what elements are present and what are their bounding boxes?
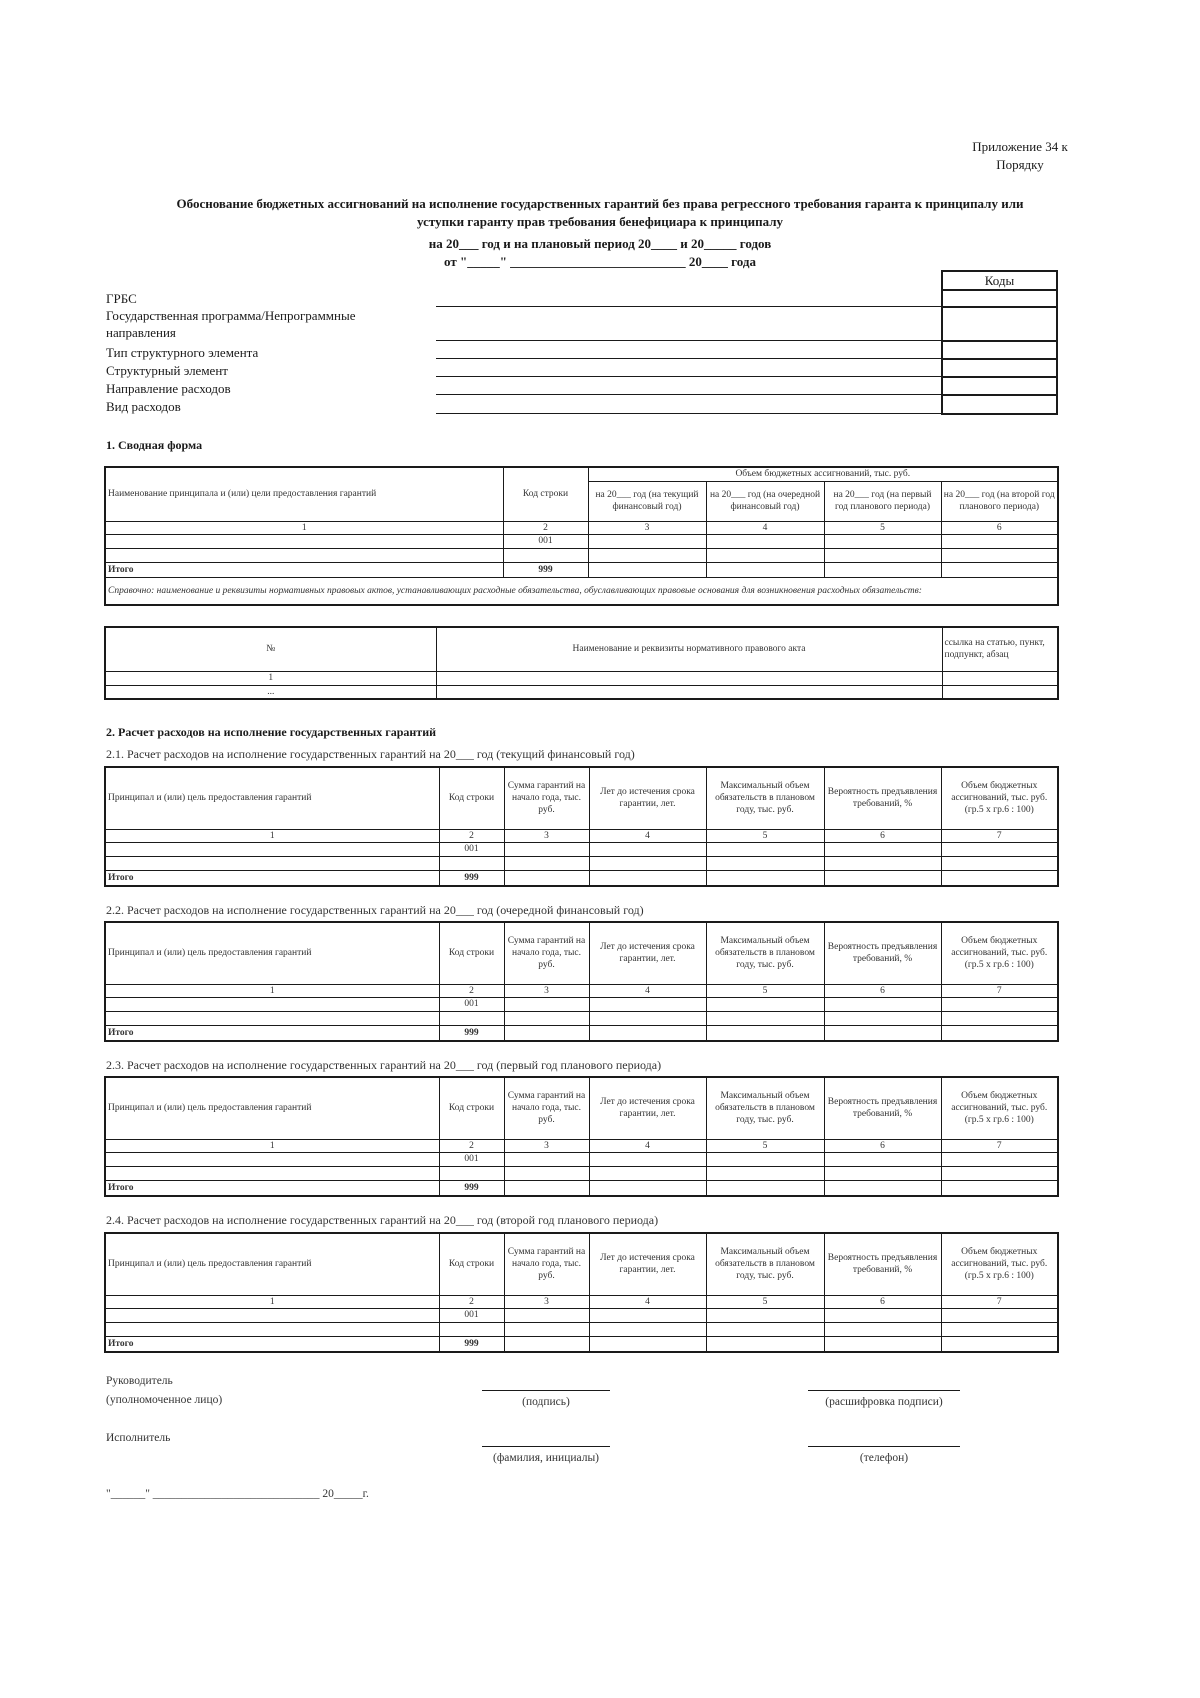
col-row-code: Код строки [439, 1077, 504, 1139]
field-direction: Направление расходов [106, 381, 231, 396]
data-cell[interactable] [706, 548, 824, 562]
signature-authorized-label: (уполномоченное лицо) [106, 1394, 223, 1406]
field-element: Структурный элемент [106, 363, 228, 378]
data-cell[interactable] [589, 842, 706, 856]
document-title [110, 195, 1090, 231]
code-cell-grbs[interactable] [942, 290, 1057, 307]
codes-table [941, 270, 1058, 415]
data-cell[interactable] [439, 1322, 504, 1336]
data-cell[interactable] [105, 548, 503, 562]
data-cell[interactable] [504, 1336, 589, 1352]
data-cell[interactable] [824, 997, 941, 1011]
data-cell[interactable] [105, 842, 439, 856]
col-guarantee-sum: Сумма гарантий на начало года, тыс. руб. [504, 922, 589, 984]
row-code-cell: 001 [439, 1308, 504, 1322]
total-code: 999 [503, 562, 588, 577]
executor-label: Исполнитель [106, 1432, 171, 1444]
data-cell[interactable] [504, 870, 589, 886]
col-number: 6 [824, 829, 941, 842]
row-code-cell: 001 [439, 842, 504, 856]
data-cell[interactable] [824, 548, 941, 562]
col-number: 5 [706, 1295, 824, 1308]
data-cell[interactable] [941, 842, 1058, 856]
field-line-grbs[interactable] [436, 306, 941, 307]
data-cell[interactable] [504, 997, 589, 1011]
data-cell[interactable] [706, 997, 824, 1011]
data-cell[interactable] [941, 1011, 1058, 1025]
data-cell[interactable] [589, 1166, 706, 1180]
field-element-type: Тип структурного элемента [106, 345, 259, 360]
col-number: 3 [504, 984, 589, 997]
field-line-element[interactable] [436, 376, 941, 377]
data-cell[interactable] [589, 1025, 706, 1041]
data-cell[interactable] [504, 856, 589, 870]
data-cell[interactable] [436, 685, 942, 699]
col-principal: Принципал и (или) цель предоставления гарантий [105, 767, 439, 829]
data-cell[interactable] [942, 685, 1058, 699]
col-principal: Принципал и (или) цель предоставления гарантий [105, 1233, 439, 1295]
col-number: 4 [589, 984, 706, 997]
col-max-obligations: Максимальный объем обязательств в плановом году, тыс. руб. [706, 767, 824, 829]
col-principal: Принципал и (или) цель предоставления гарантий [105, 922, 439, 984]
col-max-obligations: Максимальный объем обязательств в плановом году, тыс. руб. [706, 1233, 824, 1295]
appendix-note [930, 138, 1110, 174]
col-years-left: Лет до истечения срока гарантии, лет. [589, 1233, 706, 1295]
code-cell-element[interactable] [942, 359, 1057, 377]
section2-title: 2. Расчет расходов на исполнение государственных гарантий [106, 725, 437, 739]
total-label: Итого [105, 562, 503, 577]
signature-decoding-caption: (расшифровка подписи) [825, 1396, 943, 1408]
data-cell[interactable] [824, 1011, 941, 1025]
data-cell[interactable] [941, 548, 1058, 562]
data-cell[interactable] [589, 1336, 706, 1352]
col-budget-volume: Объем бюджетных ассигнований, тыс. руб. (гр.5 х гр.6 : 100) [941, 1077, 1058, 1139]
field-line-direction[interactable] [436, 394, 941, 395]
data-cell[interactable] [824, 1308, 941, 1322]
date-line: от "_____" ___________________________ 20____ года [444, 254, 756, 269]
data-cell[interactable] [706, 1166, 824, 1180]
col-number-sign: № [105, 627, 436, 671]
data-cell[interactable] [941, 1308, 1058, 1322]
data-cell[interactable] [706, 1308, 824, 1322]
col-number: 4 [589, 1295, 706, 1308]
total-label: Итого [105, 1180, 439, 1196]
col-number: 4 [589, 829, 706, 842]
col-group-volume: Объем бюджетных ассигнований, тыс. руб. [588, 467, 1058, 481]
col-row-code: Код строки [503, 467, 588, 521]
data-cell[interactable] [105, 1308, 439, 1322]
data-cell[interactable] [706, 1152, 824, 1166]
data-cell[interactable] [589, 1180, 706, 1196]
signature-line[interactable] [482, 1390, 610, 1391]
col-number: 5 [824, 521, 941, 534]
data-cell[interactable] [436, 671, 942, 685]
calc-table-2-2 [104, 921, 1059, 1042]
data-cell[interactable] [504, 1180, 589, 1196]
data-cell[interactable] [589, 1152, 706, 1166]
data-cell[interactable] [105, 1152, 439, 1166]
col-number: 3 [504, 1295, 589, 1308]
total-code: 999 [439, 870, 504, 886]
data-cell[interactable] [504, 1166, 589, 1180]
col-number: 5 [706, 1139, 824, 1152]
field-program: Государственная программа/Непрограммные [106, 308, 356, 323]
col-period-plan2: на 20___ год (на второй год планового периода) [941, 481, 1058, 521]
data-cell[interactable] [824, 842, 941, 856]
col-period-next: на 20___ год (на очередной финансовый год) [706, 481, 824, 521]
data-cell[interactable] [941, 997, 1058, 1011]
data-cell[interactable] [824, 534, 941, 548]
data-cell[interactable] [439, 856, 504, 870]
data-cell[interactable] [588, 534, 706, 548]
appendix-line2: Порядку [996, 157, 1044, 172]
col-number: 7 [941, 1139, 1058, 1152]
data-cell[interactable] [589, 1308, 706, 1322]
col-number: 1 [105, 829, 439, 842]
col-number: 7 [941, 984, 1058, 997]
col-principal: Принципал и (или) цель предоставления гарантий [105, 1077, 439, 1139]
data-cell[interactable] [824, 1180, 941, 1196]
col-number: 4 [589, 1139, 706, 1152]
col-budget-volume: Объем бюджетных ассигнований, тыс. руб. (гр.5 х гр.6 : 100) [941, 1233, 1058, 1295]
col-guarantee-sum: Сумма гарантий на начало года, тыс. руб. [504, 767, 589, 829]
act-row-number: 1 [105, 671, 436, 685]
data-cell[interactable] [824, 870, 941, 886]
col-number: 5 [706, 829, 824, 842]
data-cell[interactable] [503, 548, 588, 562]
data-cell[interactable] [588, 562, 706, 577]
col-number: 1 [105, 521, 503, 534]
subsection-2-2-title: 2.2. Расчет расходов на исполнение государственных гарантий на 20___ год (очередной финансовый год) [106, 903, 644, 917]
data-cell[interactable] [105, 1166, 439, 1180]
data-cell[interactable] [589, 856, 706, 870]
data-cell[interactable] [105, 856, 439, 870]
field-program-cont: направления [106, 325, 176, 340]
data-cell[interactable] [706, 1180, 824, 1196]
executor-phone-caption: (телефон) [859, 1452, 909, 1464]
col-principal-name: Наименование принципала и (или) цели предоставления гарантий [105, 467, 503, 521]
data-cell[interactable] [824, 1025, 941, 1041]
col-number: 6 [824, 984, 941, 997]
summary-table [104, 466, 1059, 606]
col-period-plan1: на 20___ год (на первый год планового периода) [824, 481, 941, 521]
data-cell[interactable] [824, 856, 941, 870]
data-cell[interactable] [439, 1011, 504, 1025]
total-code: 999 [439, 1336, 504, 1352]
subsection-2-1-title: 2.1. Расчет расходов на исполнение государственных гарантий на 20___ год (текущий финансовый год) [106, 747, 635, 761]
signature-date: "______" _____________________________ 20_____г. [106, 1488, 369, 1500]
col-number: 7 [941, 1295, 1058, 1308]
calc-table-2-1 [104, 766, 1059, 887]
data-cell[interactable] [941, 1322, 1058, 1336]
data-cell[interactable] [588, 548, 706, 562]
col-years-left: Лет до истечения срока гарантии, лет. [589, 922, 706, 984]
col-number: 6 [941, 521, 1058, 534]
col-number: 4 [706, 521, 824, 534]
total-code: 999 [439, 1025, 504, 1041]
col-budget-volume: Объем бюджетных ассигнований, тыс. руб. (гр.5 х гр.6 : 100) [941, 922, 1058, 984]
col-act-name: Наименование и реквизиты нормативного правового акта [436, 627, 942, 671]
executor-name-caption: (фамилия, инициалы) [492, 1452, 600, 1464]
col-probability: Вероятность предъявления требований, % [824, 1233, 941, 1295]
title-line2: уступки гаранту прав требования бенефициара к принципалу [417, 214, 783, 229]
data-cell[interactable] [504, 1025, 589, 1041]
col-years-left: Лет до истечения срока гарантии, лет. [589, 1077, 706, 1139]
col-act-reference: ссылка на статью, пункт, подпункт, абзац [942, 627, 1058, 671]
title-line1: Обоснование бюджетных ассигнований на исполнение государственных гарантий без права регрессного требования гаранта к принципалу или [176, 196, 1024, 211]
subsection-2-3-title: 2.3. Расчет расходов на исполнение государственных гарантий на 20___ год (первый год планового периода) [106, 1058, 662, 1072]
field-line-program[interactable] [436, 340, 941, 341]
col-row-code: Код строки [439, 922, 504, 984]
section1-title: 1. Сводная форма [106, 438, 203, 452]
col-row-code: Код строки [439, 767, 504, 829]
col-budget-volume: Объем бюджетных ассигнований, тыс. руб. (гр.5 х гр.6 : 100) [941, 767, 1058, 829]
col-number: 1 [105, 1139, 439, 1152]
col-probability: Вероятность предъявления требований, % [824, 922, 941, 984]
data-cell[interactable] [706, 1025, 824, 1041]
code-cell-element-type[interactable] [942, 341, 1057, 359]
data-cell[interactable] [105, 534, 503, 548]
data-cell[interactable] [941, 534, 1058, 548]
field-line-expense-type[interactable] [436, 413, 941, 414]
data-cell[interactable] [941, 1152, 1058, 1166]
col-number: 3 [504, 829, 589, 842]
legal-acts-table [104, 626, 1059, 700]
data-cell[interactable] [941, 562, 1058, 577]
data-cell[interactable] [706, 1011, 824, 1025]
data-cell[interactable] [706, 562, 824, 577]
act-row-more: ... [105, 685, 436, 699]
signature-caption: (подпись) [522, 1396, 570, 1408]
col-guarantee-sum: Сумма гарантий на начало года, тыс. руб. [504, 1077, 589, 1139]
data-cell[interactable] [439, 1166, 504, 1180]
data-cell[interactable] [941, 870, 1058, 886]
col-years-left: Лет до истечения срока гарантии, лет. [589, 767, 706, 829]
col-number: 2 [439, 984, 504, 997]
data-cell[interactable] [589, 997, 706, 1011]
period-line: на 20___ год и на плановый период 20____ и 20_____ годов [428, 236, 772, 251]
data-cell[interactable] [706, 870, 824, 886]
data-cell[interactable] [941, 1166, 1058, 1180]
appendix-line1: Приложение 34 к [972, 139, 1068, 154]
row-code-cell: 001 [439, 997, 504, 1011]
data-cell[interactable] [504, 1011, 589, 1025]
data-cell[interactable] [504, 1152, 589, 1166]
col-period-current: на 20___ год (на текущий финансовый год) [588, 481, 706, 521]
row-code-cell: 001 [503, 534, 588, 548]
data-cell[interactable] [706, 842, 824, 856]
calc-table-2-3 [104, 1076, 1059, 1197]
subsection-2-4-title: 2.4. Расчет расходов на исполнение государственных гарантий на 20___ год (второй год планового периода) [106, 1213, 659, 1227]
field-line-element-type[interactable] [436, 358, 941, 359]
code-cell-expense-type[interactable] [942, 395, 1057, 414]
data-cell[interactable] [706, 856, 824, 870]
col-number: 2 [439, 829, 504, 842]
data-cell[interactable] [105, 1011, 439, 1025]
row-code-cell: 001 [439, 1152, 504, 1166]
total-label: Итого [105, 1336, 439, 1352]
signature-head-label: Руководитель [106, 1375, 173, 1387]
data-cell[interactable] [589, 870, 706, 886]
executor-name-line[interactable] [482, 1446, 610, 1447]
col-number: 6 [824, 1295, 941, 1308]
data-cell[interactable] [824, 1322, 941, 1336]
data-cell[interactable] [105, 1322, 439, 1336]
col-max-obligations: Максимальный объем обязательств в плановом году, тыс. руб. [706, 922, 824, 984]
data-cell[interactable] [504, 842, 589, 856]
data-cell[interactable] [504, 1308, 589, 1322]
code-cell-program[interactable] [942, 307, 1057, 341]
field-grbs: ГРБС [106, 291, 137, 306]
col-guarantee-sum: Сумма гарантий на начало года, тыс. руб. [504, 1233, 589, 1295]
data-cell[interactable] [824, 562, 941, 577]
col-number: 3 [504, 1139, 589, 1152]
code-cell-direction[interactable] [942, 377, 1057, 395]
col-row-code: Код строки [439, 1233, 504, 1295]
data-cell[interactable] [706, 534, 824, 548]
field-expense-type: Вид расходов [106, 399, 181, 414]
codes-header: Коды [942, 271, 1057, 290]
col-number: 1 [105, 984, 439, 997]
col-probability: Вероятность предъявления требований, % [824, 767, 941, 829]
data-cell[interactable] [824, 1336, 941, 1352]
executor-phone-line[interactable] [808, 1446, 960, 1447]
col-number: 5 [706, 984, 824, 997]
col-probability: Вероятность предъявления требований, % [824, 1077, 941, 1139]
col-number: 7 [941, 829, 1058, 842]
total-label: Итого [105, 870, 439, 886]
total-code: 999 [439, 1180, 504, 1196]
data-cell[interactable] [504, 1322, 589, 1336]
data-cell[interactable] [105, 997, 439, 1011]
data-cell[interactable] [941, 1336, 1058, 1352]
col-max-obligations: Максимальный объем обязательств в плановом году, тыс. руб. [706, 1077, 824, 1139]
data-cell[interactable] [589, 1011, 706, 1025]
col-number: 3 [588, 521, 706, 534]
data-cell[interactable] [706, 1336, 824, 1352]
col-number: 2 [439, 1295, 504, 1308]
data-cell[interactable] [706, 1322, 824, 1336]
reference-note: Справочно: наименование и реквизиты нормативных правовых актов, устанавливающих расходные обязательства, обуславливающих правовые основания для возникновения расходных обязательств: [105, 577, 1058, 605]
col-number: 2 [439, 1139, 504, 1152]
col-number: 2 [503, 521, 588, 534]
col-number: 6 [824, 1139, 941, 1152]
data-cell[interactable] [824, 1152, 941, 1166]
data-cell[interactable] [589, 1322, 706, 1336]
total-label: Итого [105, 1025, 439, 1041]
data-cell[interactable] [942, 671, 1058, 685]
data-cell[interactable] [941, 1180, 1058, 1196]
data-cell[interactable] [941, 1025, 1058, 1041]
data-cell[interactable] [941, 856, 1058, 870]
col-number: 1 [105, 1295, 439, 1308]
data-cell[interactable] [824, 1166, 941, 1180]
calc-table-2-4 [104, 1232, 1059, 1353]
signature-decoding-line[interactable] [808, 1390, 960, 1391]
